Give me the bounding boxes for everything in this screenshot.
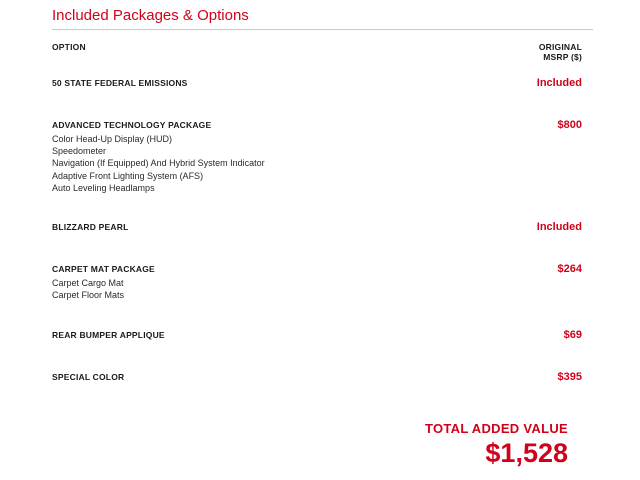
option-price: $800 <box>557 119 582 131</box>
option-feature: Navigation (If Equipped) And Hybrid System Indicator <box>52 158 265 169</box>
option-price: $395 <box>557 371 582 383</box>
option-feature: Adaptive Front Lighting System (AFS) <box>52 170 204 181</box>
option-feature-list <box>52 277 124 301</box>
option-price: $264 <box>557 263 582 275</box>
option-feature: Carpet Floor Mats <box>52 290 125 301</box>
total-label: TOTAL ADDED VALUE <box>424 421 568 436</box>
option-price: Included <box>536 221 582 233</box>
column-header-msrp-line1: ORIGINAL <box>538 42 582 52</box>
option-feature: Carpet Cargo Mat <box>52 278 124 288</box>
column-header-option: OPTION <box>52 42 86 52</box>
option-feature: Color Head-Up Display (HUD) <box>52 134 173 144</box>
total-value: $1,528 <box>485 438 568 468</box>
option-name: 50 STATE FEDERAL EMISSIONS <box>52 78 188 88</box>
option-name: REAR BUMPER APPLIQUE <box>52 330 165 340</box>
option-name: CARPET MAT PACKAGE <box>52 264 155 274</box>
option-feature: Speedometer <box>52 146 107 157</box>
option-price: $69 <box>563 329 582 341</box>
option-name: ADVANCED TECHNOLOGY PACKAGE <box>52 120 212 130</box>
option-price: Included <box>536 77 582 89</box>
column-header-msrp-line2: MSRP ($) <box>543 52 582 62</box>
page-title: Included Packages & Options <box>52 7 249 24</box>
title-divider <box>52 29 593 30</box>
column-header-msrp <box>539 42 582 62</box>
option-feature: Auto Leveling Headlamps <box>52 182 155 193</box>
option-feature-list <box>52 133 265 194</box>
option-name: BLIZZARD PEARL <box>52 222 129 232</box>
option-name: SPECIAL COLOR <box>52 372 125 382</box>
